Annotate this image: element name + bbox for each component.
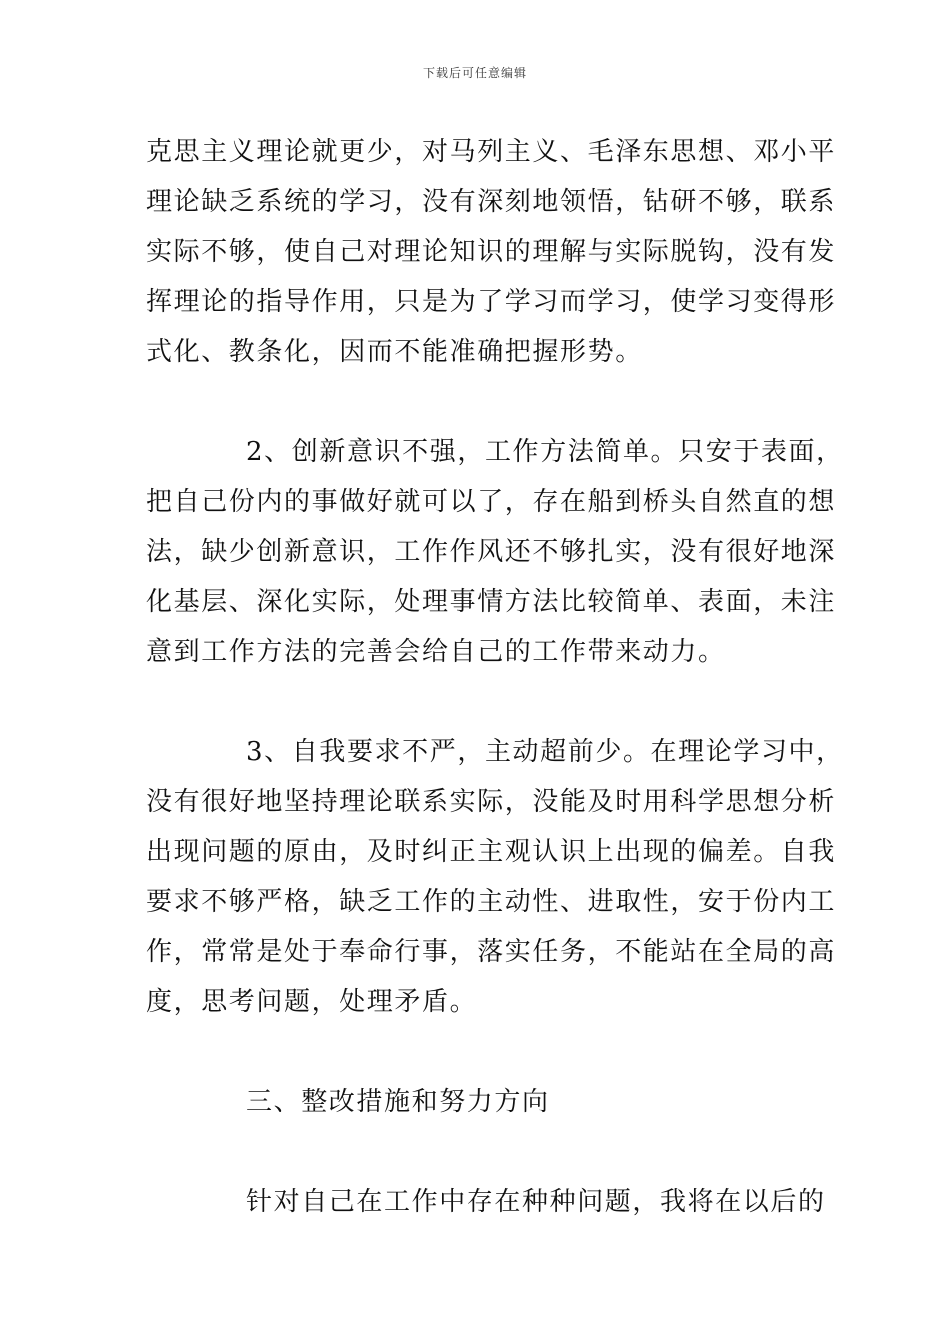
paragraph-1-line-1: 克思主义理论就更少，对马列主义、毛泽东思想、邓小平 [146,137,837,167]
paragraph-2-line-1: 2、创新意识不强，工作方法简单。只安于表面， [246,437,844,467]
paragraph-2-line-3: 法，缺少创新意识，工作作风还不够扎实，没有很好地深 [146,537,837,567]
header-note: 下载后可任意编辑 [422,66,527,80]
paragraph-3-line-6: 度，思考问题，处理矛盾。 [146,987,478,1017]
paragraph-3-line-5: 作，常常是处于奉命行事，落实任务，不能站在全局的高 [146,937,837,967]
paragraph-1-line-4: 挥理论的指导作用，只是为了学习而学习，使学习变得形 [146,287,837,317]
paragraph-1-line-2: 理论缺乏系统的学习，没有深刻地领悟，钻研不够，联系 [146,187,837,217]
paragraph-2-line-5: 意到工作方法的完善会给自己的工作带来动力。 [146,637,726,667]
paragraph-3-line-1: 3、自我要求不严，主动超前少。在理论学习中， [246,737,844,767]
paragraph-1-line-5: 式化、教条化，因而不能准确把握形势。 [146,337,643,367]
paragraph-2-line-2: 把自己份内的事做好就可以了，存在船到桥头自然直的想 [146,487,837,517]
section-heading: 三、整改措施和努力方向 [246,1087,550,1117]
paragraph-3-line-3: 出现问题的原由，及时纠正主观认识上出现的偏差。自我 [146,837,837,867]
paragraph-1-line-3: 实际不够，使自己对理论知识的理解与实际脱钩，没有发 [146,237,837,267]
paragraph-3-line-4: 要求不够严格，缺乏工作的主动性、进取性，安于份内工 [146,887,837,917]
paragraph-3-line-2: 没有很好地坚持理论联系实际，没能及时用科学思想分析 [146,787,837,817]
paragraph-4-line-1: 针对自己在工作中存在种种问题，我将在以后的 [246,1187,826,1217]
paragraph-2-line-4: 化基层、深化实际，处理事情方法比较简单、表面，未注 [146,587,837,617]
